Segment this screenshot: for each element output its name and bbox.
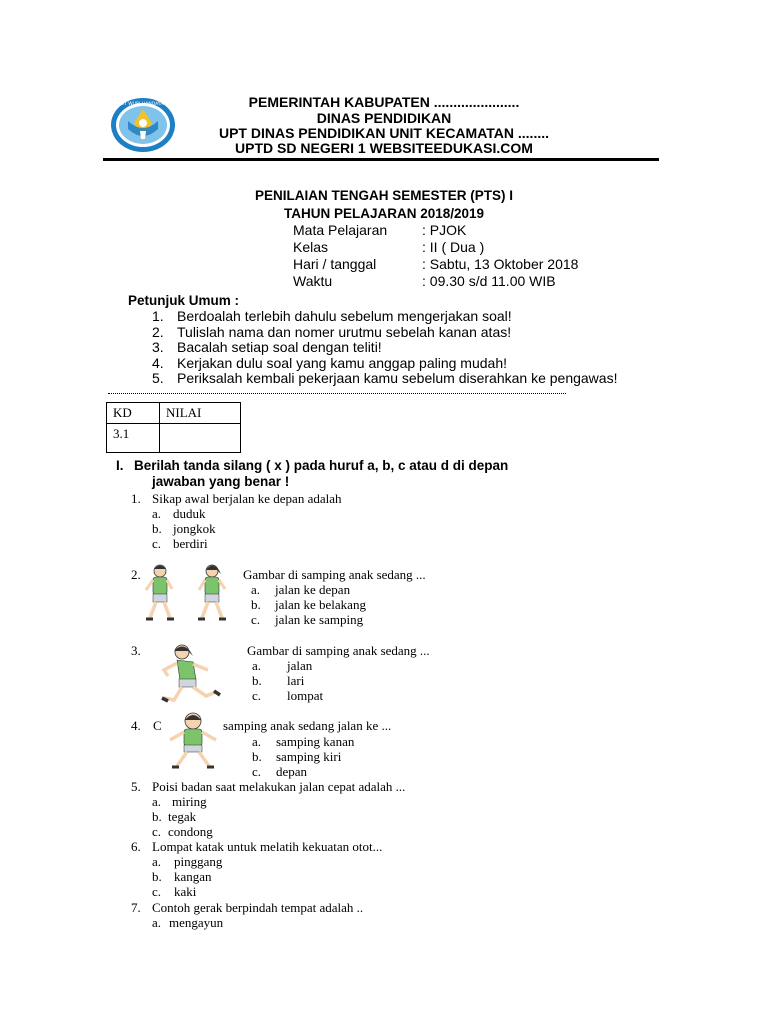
option-c[interactable]: c. berdiri (152, 536, 208, 551)
info-row (293, 256, 633, 273)
table-cell-nilai[interactable] (160, 424, 241, 453)
question-6: 6. Lompat katak untuk melatih kekuatan otot... (131, 839, 383, 854)
question-1: 1. Sikap awal berjalan ke depan adalah (131, 491, 342, 506)
q5-options (152, 794, 213, 839)
option-b[interactable]: b. lari (252, 673, 305, 688)
option-b[interactable]: b. tegak (152, 809, 197, 824)
section-instruction-2: jawaban yang benar ! (152, 474, 290, 489)
info-value: : PJOK (422, 222, 467, 238)
info-label: Hari / tanggal (293, 256, 377, 272)
header-line-1: PEMERINTAH KABUPATEN ...................... (248, 94, 520, 110)
petunjuk-list (152, 309, 672, 387)
q2-options (251, 582, 366, 627)
table-cell-kd: 3.1 (107, 424, 160, 453)
table-header-nilai: NILAI (160, 403, 241, 424)
option-a[interactable]: a. jalan (252, 658, 313, 673)
info-row (293, 222, 633, 239)
info-row (293, 273, 633, 290)
question-4: samping anak sedang jalan ke ... (223, 718, 392, 733)
question-3-number: 3. (131, 643, 141, 658)
dotted-separator (108, 393, 566, 394)
table-header-row (107, 403, 241, 424)
exam-title: PENILAIAN TENGAH SEMESTER (PTS) I (254, 188, 514, 203)
option-c[interactable]: c. kaki (152, 884, 197, 899)
question-7: 7. Contoh gerak berpindah tempat adalah .. (131, 900, 364, 915)
running-girl-illustration (160, 640, 226, 710)
info-row (293, 239, 633, 256)
q4-options (252, 734, 354, 779)
table-row (107, 424, 241, 453)
option-c[interactable]: c. condong (152, 824, 213, 839)
q7-options (152, 915, 223, 930)
sidestep-boy-illustration (162, 710, 224, 772)
option-c[interactable]: c. lompat (252, 688, 324, 703)
section-instruction-1: Berilah tanda silang ( x ) pada huruf a, b, c atau d di depan (134, 458, 509, 473)
header-line-3: UPT DINAS PENDIDIKAN UNIT KECAMATAN ........ (218, 125, 550, 141)
table-header-kd: KD (107, 403, 160, 424)
option-a[interactable]: a. mengayun (152, 915, 224, 930)
petunjuk-item: 2. Tulislah nama dan nomer urutmu sebelah kanan atas! (152, 323, 512, 340)
option-c[interactable]: c. jalan ke samping (251, 612, 364, 627)
info-label: Kelas (293, 239, 329, 255)
option-a[interactable]: a. jalan ke depan (251, 582, 351, 597)
option-a[interactable]: a. samping kanan (252, 734, 355, 749)
option-c[interactable]: c. depan (252, 764, 308, 779)
info-label: Waktu (293, 273, 333, 289)
q1-options (152, 506, 216, 551)
info-value: : II ( Dua ) (422, 239, 485, 255)
petunjuk-item: 4. Kerjakan dulu soal yang kamu anggap paling mudah! (152, 354, 508, 371)
q6-options (152, 854, 222, 899)
header-line-2: DINAS PENDIDIKAN (316, 110, 452, 126)
option-a[interactable]: a. duduk (152, 506, 206, 521)
section-number: I. (116, 458, 124, 473)
option-b[interactable]: b. kangan (152, 869, 212, 884)
info-block (293, 222, 633, 290)
question-4-number: 4. (131, 718, 141, 733)
info-value: : 09.30 s/d 11.00 WIB (422, 273, 556, 289)
info-value: : Sabtu, 13 Oktober 2018 (422, 256, 579, 272)
question-5: 5. Poisi badan saat melakukan jalan cepat adalah ... (131, 779, 406, 794)
petunjuk-item: 5. Periksalah kembali pekerjaan kamu sebelum diserahkan ke pengawas! (152, 370, 618, 386)
exam-year: TAHUN PELAJARAN 2018/2019 (283, 206, 485, 221)
score-table (106, 402, 241, 453)
question-2-number: 2. (131, 567, 141, 582)
info-label: Mata Pelajaran (293, 222, 388, 238)
petunjuk-item: 3. Bacalah setiap soal dengan teliti! (152, 339, 382, 355)
header-line-4: UPTD SD NEGERI 1 WEBSITEEDUKASI.COM (235, 140, 533, 156)
question-2: Gambar di samping anak sedang ... (243, 567, 426, 582)
question-4-lead: C (153, 718, 162, 733)
petunjuk-title: Petunjuk Umum : (128, 293, 240, 308)
option-a[interactable]: a. pinggang (152, 854, 223, 869)
petunjuk-item: 1. Berdoalah terlebih dahulu sebelum mengerjakan soal! (152, 308, 512, 324)
option-b[interactable]: b. jongkok (152, 521, 216, 536)
svg-text:TUT WURI HANDAYANI: TUT WURI HANDAYANI (118, 102, 168, 107)
option-b[interactable]: b. jalan ke belakang (251, 597, 366, 612)
question-3: Gambar di samping anak sedang ... (247, 643, 430, 658)
option-b[interactable]: b. samping kiri (252, 749, 342, 764)
q3-options (252, 658, 323, 703)
option-a[interactable]: a. miring (152, 794, 207, 809)
walking-children-illustration (140, 562, 240, 630)
header-divider (103, 158, 659, 161)
